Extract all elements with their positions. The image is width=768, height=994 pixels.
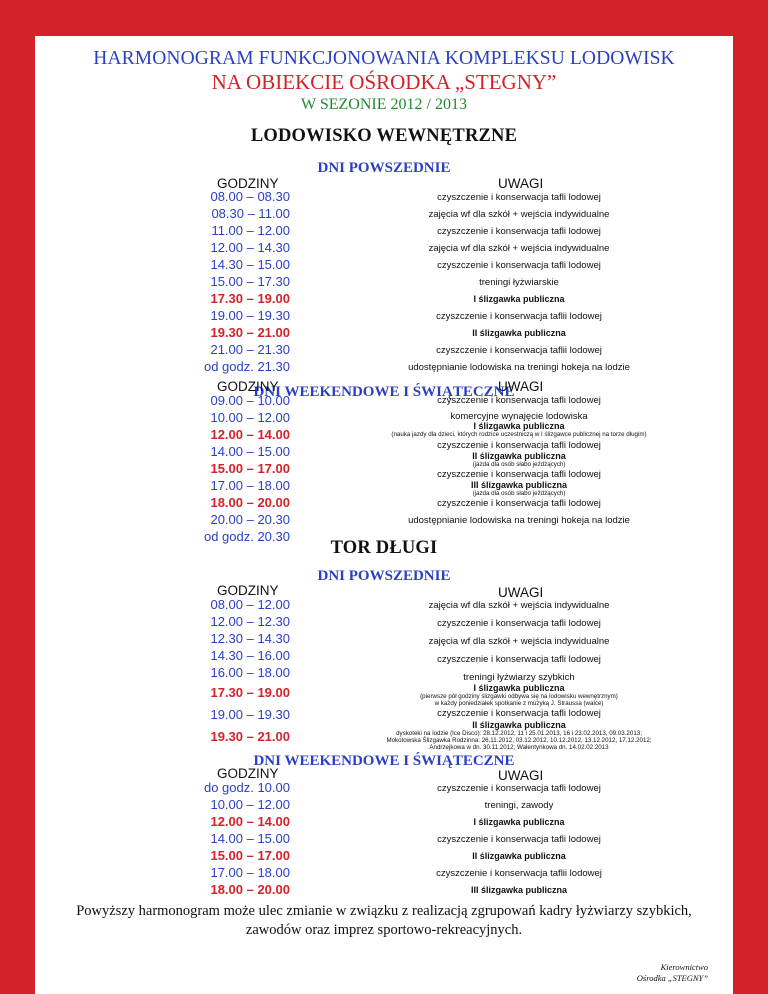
signature-line-1: Kierownictwo (660, 962, 708, 972)
notes-header: UWAGI (498, 176, 544, 191)
note: treningi łyżwiarskie (479, 277, 559, 288)
note-bold: II ślizgawka publiczna (472, 328, 566, 338)
hour-entry: 14.30 – 16.00 (210, 648, 290, 663)
hour-entry-highlight: 12.00 – 14.00 (210, 814, 290, 829)
notes-header: UWAGI (498, 585, 544, 600)
note: czyszczenie i konserwacja tafli lodowej (437, 440, 601, 451)
hour-entry: 12.00 – 12.30 (210, 614, 290, 629)
hour-entry: 12.30 – 14.30 (210, 631, 290, 646)
note-bold: II ślizgawka publiczna (472, 851, 566, 861)
hour-entry: 11.00 – 12.00 (211, 223, 290, 238)
hour-entry-highlight: 15.00 – 17.00 (210, 848, 290, 863)
note: treningi, zawody (484, 800, 554, 811)
note: zajęcia wf dla szkół + wejścia indywidualne (428, 243, 610, 254)
hour-entry: 20.00 – 20.30 (210, 512, 290, 527)
note: czyszczenie i konserwacja tafli lodowej (437, 618, 601, 629)
note: czyszczenie i konserwacja taflii lodowej (436, 868, 602, 879)
note-small: w każdy poniedziałek spotkanie z muzyką J. Straussa (walce) (434, 700, 604, 707)
hour-entry: 09.00 – 10.00 (210, 393, 290, 408)
section-title-long-track: TOR DŁUGI (330, 538, 438, 558)
hour-entry: do godz. 10.00 (203, 780, 290, 795)
note-small: dyskoteki na lodzie (Ice Disco): 28.12.2012, 11 i 25.01.2013, 16 i 23.02.2013, 09.03.2013; (396, 730, 642, 737)
note: zajęcia wf dla szkół + wejścia indywidualne (428, 600, 610, 611)
hour-entry-highlight: 19.30 – 21.00 (210, 325, 290, 340)
note: czyszczenie i konserwacja tafli lodowej (437, 226, 601, 237)
note-small: (jazda dla osób słabo jeżdżących) (472, 461, 566, 468)
note-bold: I ślizgawka publiczna (473, 817, 565, 827)
footer-line-1: Powyższy harmonogram może ulec zmianie w związku z realizacją zgrupowań kadry łyżwiarzy szybkich, (76, 903, 692, 919)
subsection-indoor-weekends: DNI WEEKENDOWE I ŚWIĄTECZNE (253, 384, 515, 400)
note: czyszczenie i konserwacja taflii lodowej (436, 345, 602, 356)
hour-entry: 14.30 – 15.00 (210, 257, 290, 272)
note-bold: I ślizgawka publiczna (473, 683, 565, 693)
hour-entry: 17.00 – 18.00 (210, 478, 290, 493)
hour-entry-highlight: 19.30 – 21.00 (210, 729, 290, 744)
note: czyszczenie i konserwacja tafli lodowej (437, 783, 601, 794)
note: zajęcia wf dla szkół + wejścia indywidualne (428, 636, 610, 647)
hour-entry-highlight: 18.00 – 20.00 (210, 495, 290, 510)
header-line-2: NA OBIEKCIE OŚRODKA „STEGNY” (211, 70, 557, 94)
hour-entry: od godz. 21.30 (203, 359, 290, 374)
hour-entry: 12.00 – 14.30 (210, 240, 290, 255)
note: czyszczenie i konserwacja tafli lodowej (437, 708, 601, 719)
note: treningi łyżwiarzy szybkich (463, 672, 575, 683)
notes-header: UWAGI (498, 379, 544, 394)
note: czyszczenie i konserwacja tafli lodowej (437, 498, 601, 509)
hour-entry: 14.00 – 15.00 (210, 444, 290, 459)
note-bold: I ślizgawka publiczna (473, 294, 565, 304)
signature-block (637, 962, 708, 984)
subsection-long-weekends: DNI WEEKENDOWE I ŚWIĄTECZNE (253, 753, 515, 769)
note: czyszczenie i konserwacja tafli lodowej (437, 395, 601, 406)
hour-entry: 16.00 – 18.00 (210, 665, 290, 680)
notes-header: UWAGI (498, 768, 544, 783)
hour-entry: 15.00 – 17.30 (210, 274, 290, 289)
hour-entry: 08.30 – 11.00 (211, 206, 290, 221)
header-line-1: HARMONOGRAM FUNKCJONOWANIA KOMPLEKSU LODOWISK (93, 48, 675, 69)
hour-entry: od godz. 20.30 (203, 529, 290, 544)
subsection-indoor-weekdays: DNI POWSZEDNIE (317, 160, 451, 176)
note: zajęcia wf dla szkół + wejścia indywidualne (428, 209, 610, 220)
note: czyszczenie i konserwacja tafli lodowej (437, 192, 601, 203)
note-bold: III ślizgawka publiczna (470, 480, 568, 490)
note: czyszczenie i konserwacja tafli lodowej (437, 469, 601, 480)
header-line-3: W SEZONIE 2012 / 2013 (301, 96, 467, 113)
note: czyszczenie i konserwacja tafli lodowej (437, 654, 601, 665)
note-bold: I ślizgawka publiczna (473, 421, 565, 431)
hours-header: GODZINY (217, 379, 279, 394)
hour-entry-highlight: 17.30 – 19.00 (210, 291, 290, 306)
note: czyszczenie i konserwacja tafli lodowej (437, 260, 601, 271)
note-small: Mokotowska Ślizgawka Rodzinna: 26.11.2012, 03.12.2012, 10.12.2012, 13.12.2012, 17.12.2012; (386, 737, 652, 744)
hours-header: GODZINY (217, 766, 279, 781)
hour-entry: 08.00 – 12.00 (210, 597, 290, 612)
hour-entry: 08.00 – 08.30 (210, 189, 290, 204)
hour-entry-highlight: 18.00 – 20.00 (210, 882, 290, 897)
note: udostępnianie lodowiska na treningi hokeja na lodzie (408, 362, 630, 373)
hour-entry: 14.00 – 15.00 (210, 831, 290, 846)
note-bold: II ślizgawka publiczna (472, 720, 566, 730)
note-small: (jazda dla osób słabo jeżdżących) (472, 490, 566, 497)
hour-entry: 21.00 – 21.30 (210, 342, 290, 357)
note-small: (nauka jazdy dla dzieci, których rodzice uczestniczą w I ślizgawce publicznej na torze długim) (391, 431, 647, 438)
hour-entry: 19.00 – 19.30 (210, 707, 290, 722)
section-title-indoor: LODOWISKO WEWNĘTRZNE (250, 126, 518, 146)
hour-entry-highlight: 17.30 – 19.00 (210, 685, 290, 700)
footer-note (0, 902, 768, 940)
note-small: (pierwsze pół godziny ślizgawki odbywa się na lodowisku wewnętrznym) (420, 693, 618, 700)
hour-entry: 17.00 – 18.00 (210, 865, 290, 880)
note: czyszczenie i konserwacja tafli lodowej (437, 834, 601, 845)
note-small: Andrzejkowa w dn. 30.11.2012; Walentynkowa dn. 14.02.02.2013 (429, 744, 609, 751)
hour-entry-highlight: 12.00 – 14.00 (210, 427, 290, 442)
note-bold: II ślizgawka publiczna (472, 451, 566, 461)
hour-entry: 19.00 – 19.30 (210, 308, 290, 323)
signature-line-2: Ośrodka „STEGNY” (636, 973, 708, 983)
hours-header: GODZINY (217, 176, 279, 191)
note: komercyjne wynajęcie lodowiska (450, 411, 588, 422)
note: czyszczenie i konserwacja taflii lodowej (436, 311, 602, 322)
hours-header: GODZINY (217, 583, 279, 598)
hour-entry: 10.00 – 12.00 (210, 410, 290, 425)
subsection-long-weekdays: DNI POWSZEDNIE (317, 568, 451, 584)
note: udostępnianie lodowiska na treningi hokeja na lodzie (408, 515, 630, 526)
note-bold: III ślizgawka publiczna (470, 885, 568, 895)
footer-line-2: zawodów oraz imprez sportowo-rekreacyjnych. (245, 922, 523, 938)
hour-entry: 10.00 – 12.00 (210, 797, 290, 812)
hour-entry-highlight: 15.00 – 17.00 (210, 461, 290, 476)
